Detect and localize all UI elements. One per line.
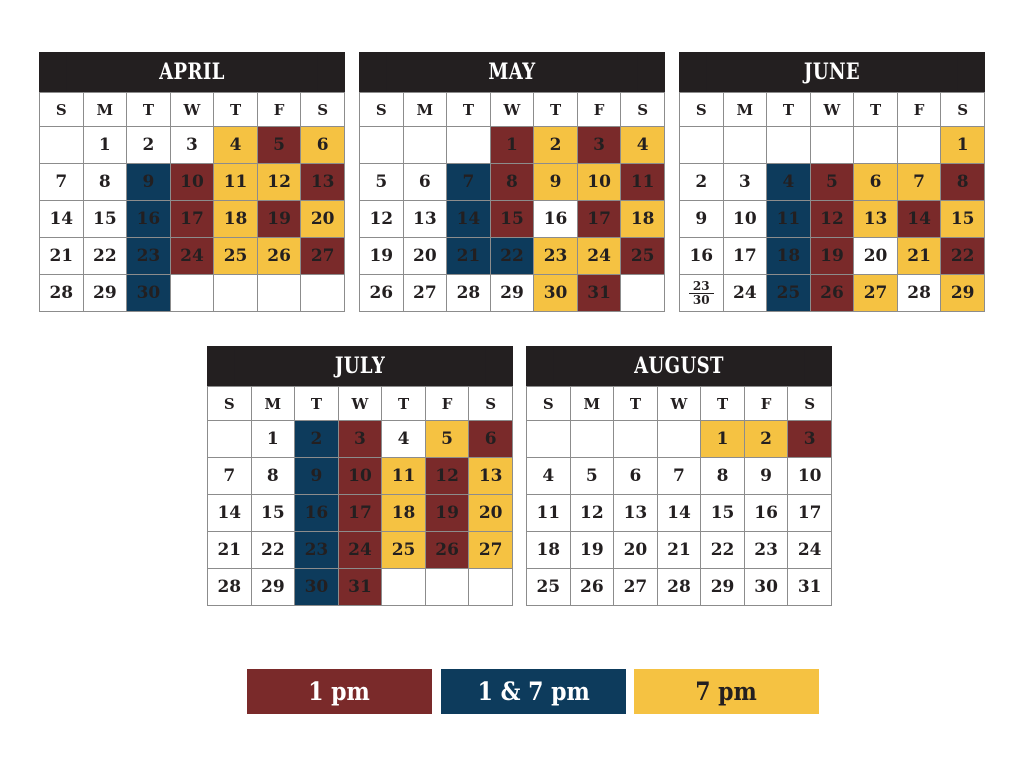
week-row — [208, 458, 513, 495]
day-cell: 27 — [469, 532, 513, 569]
day-cell: 17 — [577, 201, 621, 238]
day-cell: 19 — [360, 238, 404, 275]
day-cell: 2 — [680, 164, 724, 201]
day-cell: 25 — [621, 238, 665, 275]
day-cell: 8 — [490, 164, 534, 201]
day-cell: 16 — [127, 201, 171, 238]
day-cell: 20 — [403, 238, 447, 275]
week-row — [360, 275, 665, 312]
day-cell — [810, 127, 854, 164]
day-cell: 20 — [614, 532, 658, 569]
day-cell: 31 — [788, 569, 832, 606]
week-row — [208, 495, 513, 532]
day-cell: 27 — [301, 238, 345, 275]
day-cell: 28 — [447, 275, 491, 312]
day-cell: 11 — [621, 164, 665, 201]
month-header — [679, 52, 985, 92]
weekday-header: M — [403, 93, 447, 127]
week-row — [680, 127, 985, 164]
month-title: AUGUST — [554, 346, 805, 386]
weekday-header: F — [744, 387, 788, 421]
day-cell: 30 — [127, 275, 171, 312]
day-cell: 26 — [570, 569, 614, 606]
day-cell: 5 — [257, 127, 301, 164]
day-cell: 2 — [744, 421, 788, 458]
day-cell — [447, 127, 491, 164]
day-cell: 24 — [338, 532, 382, 569]
week-row — [40, 127, 345, 164]
day-cell: 11 — [527, 495, 571, 532]
week-row — [527, 569, 832, 606]
day-cell: 16 — [744, 495, 788, 532]
day-cell: 25 — [382, 532, 426, 569]
weekday-header: T — [534, 93, 578, 127]
day-cell: 22 — [83, 238, 127, 275]
day-cell: 6 — [301, 127, 345, 164]
day-cell: 29 — [490, 275, 534, 312]
month-title: JUNE — [707, 52, 958, 92]
day-cell: 21 — [897, 238, 941, 275]
day-cell: 2 — [127, 127, 171, 164]
day-cell: 22 — [251, 532, 295, 569]
day-cell — [723, 127, 767, 164]
day-cell: 13 — [469, 458, 513, 495]
day-cell — [897, 127, 941, 164]
weekday-header: S — [680, 93, 724, 127]
month-header — [526, 346, 832, 386]
day-cell: 14 — [447, 201, 491, 238]
day-cell: 24 — [788, 532, 832, 569]
day-cell: 9 — [127, 164, 171, 201]
day-cell: 12 — [425, 458, 469, 495]
weekday-header: W — [810, 93, 854, 127]
weekday-header: T — [382, 387, 426, 421]
day-cell: 2 — [295, 421, 339, 458]
day-cell: 12 — [360, 201, 404, 238]
day-cell: 1 — [83, 127, 127, 164]
day-cell: 4 — [621, 127, 665, 164]
day-cell: 15 — [83, 201, 127, 238]
month-header — [359, 52, 665, 92]
weekday-header: S — [40, 93, 84, 127]
day-cell — [425, 569, 469, 606]
day-cell: 1 — [490, 127, 534, 164]
weekday-header: W — [657, 387, 701, 421]
weekday-header: T — [701, 387, 745, 421]
day-cell: 12 — [570, 495, 614, 532]
day-cell: 21 — [40, 238, 84, 275]
month-april — [39, 52, 345, 312]
day-cell: 27 — [854, 275, 898, 312]
weekday-header: T — [447, 93, 491, 127]
day-cell: 7 — [40, 164, 84, 201]
day-cell: 4 — [527, 458, 571, 495]
week-row — [360, 238, 665, 275]
day-cell: 19 — [570, 532, 614, 569]
day-cell: 29 — [251, 569, 295, 606]
legend-label: 1 pm — [308, 677, 371, 706]
week-row — [527, 458, 832, 495]
day-cell: 9 — [295, 458, 339, 495]
day-cell: 3 — [723, 164, 767, 201]
day-cell: 28 — [897, 275, 941, 312]
day-cell: 19 — [425, 495, 469, 532]
day-cell — [208, 421, 252, 458]
day-cell — [614, 421, 658, 458]
day-cell: 23 — [744, 532, 788, 569]
week-row — [208, 569, 513, 606]
day-cell: 9 — [680, 201, 724, 238]
day-cell: 27 — [614, 569, 658, 606]
day-cell: 10 — [788, 458, 832, 495]
day-cell: 12 — [257, 164, 301, 201]
day-cell: 25 — [767, 275, 811, 312]
weekday-header: F — [577, 93, 621, 127]
week-row — [40, 201, 345, 238]
day-cell: 26 — [810, 275, 854, 312]
day-cell: 30 — [744, 569, 788, 606]
day-cell: 16 — [680, 238, 724, 275]
legend-label: 1 & 7 pm — [477, 677, 590, 706]
month-august — [526, 346, 832, 606]
day-cell: 20 — [301, 201, 345, 238]
day-cell: 14 — [40, 201, 84, 238]
day-cell: 3 — [170, 127, 214, 164]
day-cell — [527, 421, 571, 458]
month-table — [207, 386, 513, 606]
day-cell: 8 — [941, 164, 985, 201]
month-table — [359, 92, 665, 312]
month-table — [679, 92, 985, 312]
day-cell: 17 — [788, 495, 832, 532]
day-cell: 8 — [701, 458, 745, 495]
day-cell: 22 — [941, 238, 985, 275]
day-cell: 29 — [83, 275, 127, 312]
weekday-header: M — [251, 387, 295, 421]
month-title: JULY — [235, 346, 486, 386]
day-cell: 25 — [527, 569, 571, 606]
day-cell: 4 — [767, 164, 811, 201]
day-cell: 4 — [214, 127, 258, 164]
weekday-header: M — [570, 387, 614, 421]
weekday-header: S — [621, 93, 665, 127]
day-cell: 23 — [534, 238, 578, 275]
day-cell: 27 — [403, 275, 447, 312]
day-cell: 19 — [810, 238, 854, 275]
day-cell — [680, 275, 724, 312]
day-cell: 3 — [338, 421, 382, 458]
day-cell: 8 — [251, 458, 295, 495]
weekday-header: S — [788, 387, 832, 421]
day-cell: 11 — [382, 458, 426, 495]
month-header — [207, 346, 513, 386]
month-july — [207, 346, 513, 606]
legend-1-and-7pm — [441, 669, 626, 714]
week-row — [527, 495, 832, 532]
week-row — [40, 275, 345, 312]
day-cell: 11 — [767, 201, 811, 238]
weekday-header: M — [83, 93, 127, 127]
day-cell — [40, 127, 84, 164]
day-cell — [170, 275, 214, 312]
day-cell: 31 — [338, 569, 382, 606]
day-cell: 16 — [295, 495, 339, 532]
day-cell: 13 — [301, 164, 345, 201]
week-row — [208, 532, 513, 569]
day-cell: 15 — [941, 201, 985, 238]
day-cell: 24 — [577, 238, 621, 275]
weekday-header: T — [767, 93, 811, 127]
week-row — [680, 201, 985, 238]
day-cell: 21 — [208, 532, 252, 569]
day-cell: 2 — [534, 127, 578, 164]
day-cell: 13 — [403, 201, 447, 238]
day-cell: 23 — [295, 532, 339, 569]
weekday-header: S — [527, 387, 571, 421]
day-cell: 20 — [854, 238, 898, 275]
day-cell: 18 — [621, 201, 665, 238]
week-row — [40, 238, 345, 275]
weekday-header: W — [338, 387, 382, 421]
day-cell — [301, 275, 345, 312]
week-row — [360, 164, 665, 201]
day-cell: 12 — [810, 201, 854, 238]
legend-label: 7 pm — [695, 677, 758, 706]
day-cell: 18 — [767, 238, 811, 275]
day-cell: 18 — [382, 495, 426, 532]
day-cell: 16 — [534, 201, 578, 238]
day-cell: 24 — [723, 275, 767, 312]
weekday-header: S — [469, 387, 513, 421]
day-cell — [680, 127, 724, 164]
weekday-header: S — [360, 93, 404, 127]
day-cell: 10 — [338, 458, 382, 495]
weekday-header: W — [170, 93, 214, 127]
day-cell: 21 — [657, 532, 701, 569]
week-row — [208, 421, 513, 458]
day-cell: 7 — [447, 164, 491, 201]
day-cell: 17 — [338, 495, 382, 532]
day-cell — [854, 127, 898, 164]
day-cell: 23 — [127, 238, 171, 275]
weekday-header: S — [208, 387, 252, 421]
day-cell: 19 — [257, 201, 301, 238]
month-may — [359, 52, 665, 312]
day-cell: 1 — [251, 421, 295, 458]
weekday-header: S — [941, 93, 985, 127]
day-cell — [403, 127, 447, 164]
day-cell: 1 — [701, 421, 745, 458]
week-row — [40, 164, 345, 201]
day-cell — [382, 569, 426, 606]
month-table — [39, 92, 345, 312]
day-cell: 20 — [469, 495, 513, 532]
day-cell: 5 — [810, 164, 854, 201]
month-june — [679, 52, 985, 312]
weekday-header: F — [425, 387, 469, 421]
day-cell: 7 — [657, 458, 701, 495]
day-cell: 18 — [214, 201, 258, 238]
day-cell: 26 — [257, 238, 301, 275]
day-cell: 30 — [534, 275, 578, 312]
day-cell — [767, 127, 811, 164]
day-cell: 9 — [744, 458, 788, 495]
day-cell: 8 — [83, 164, 127, 201]
day-cell: 29 — [941, 275, 985, 312]
week-row — [527, 421, 832, 458]
day-cell: 6 — [854, 164, 898, 201]
day-cell: 10 — [577, 164, 621, 201]
day-cell: 26 — [425, 532, 469, 569]
legend-1pm — [247, 669, 432, 714]
month-table — [526, 386, 832, 606]
day-cell — [469, 569, 513, 606]
month-title: APRIL — [67, 52, 318, 92]
day-cell: 28 — [657, 569, 701, 606]
day-cell: 1 — [941, 127, 985, 164]
day-cell: 3 — [788, 421, 832, 458]
day-cell — [257, 275, 301, 312]
day-cell: 28 — [208, 569, 252, 606]
day-cell: 13 — [854, 201, 898, 238]
week-row — [360, 127, 665, 164]
day-cell: 21 — [447, 238, 491, 275]
day-cell: 3 — [577, 127, 621, 164]
day-cell: 7 — [208, 458, 252, 495]
weekday-header: S — [301, 93, 345, 127]
day-cell: 15 — [701, 495, 745, 532]
day-cell: 14 — [657, 495, 701, 532]
weekday-header: T — [214, 93, 258, 127]
day-cell: 4 — [382, 421, 426, 458]
week-row — [527, 532, 832, 569]
day-cell: 11 — [214, 164, 258, 201]
day-cell — [621, 275, 665, 312]
day-cell: 5 — [360, 164, 404, 201]
day-cell — [657, 421, 701, 458]
day-cell: 9 — [534, 164, 578, 201]
weekday-header: M — [723, 93, 767, 127]
day-cell: 22 — [490, 238, 534, 275]
day-cell: 10 — [723, 201, 767, 238]
weekday-header: T — [127, 93, 171, 127]
day-cell: 6 — [403, 164, 447, 201]
day-cell: 15 — [490, 201, 534, 238]
day-cell: 13 — [614, 495, 658, 532]
weekday-header: T — [295, 387, 339, 421]
day-cell — [214, 275, 258, 312]
week-row — [680, 164, 985, 201]
day-cell: 25 — [214, 238, 258, 275]
day-cell: 10 — [170, 164, 214, 201]
day-cell: 6 — [614, 458, 658, 495]
legend-7pm — [634, 669, 819, 714]
weekday-header: W — [490, 93, 534, 127]
day-cell — [360, 127, 404, 164]
day-cell — [570, 421, 614, 458]
weekday-header: T — [854, 93, 898, 127]
day-cell: 29 — [701, 569, 745, 606]
day-cell: 22 — [701, 532, 745, 569]
day-cell: 17 — [723, 238, 767, 275]
week-row — [680, 275, 985, 312]
weekday-header: F — [257, 93, 301, 127]
week-row — [360, 201, 665, 238]
day-cell: 5 — [425, 421, 469, 458]
day-cell: 31 — [577, 275, 621, 312]
day-cell: 30 — [295, 569, 339, 606]
month-header — [39, 52, 345, 92]
month-title: MAY — [387, 52, 638, 92]
day-cell: 17 — [170, 201, 214, 238]
day-cell: 24 — [170, 238, 214, 275]
day-cell: 18 — [527, 532, 571, 569]
weekday-header: F — [897, 93, 941, 127]
day-cell: 6 — [469, 421, 513, 458]
day-cell: 14 — [897, 201, 941, 238]
day-cell: 26 — [360, 275, 404, 312]
split-day-bottom: 30 — [692, 292, 710, 307]
split-day-top: 23 — [689, 280, 714, 294]
day-cell: 15 — [251, 495, 295, 532]
day-cell: 5 — [570, 458, 614, 495]
weekday-header: T — [614, 387, 658, 421]
week-row — [680, 238, 985, 275]
split-day — [680, 275, 723, 311]
day-cell: 28 — [40, 275, 84, 312]
day-cell: 14 — [208, 495, 252, 532]
day-cell: 7 — [897, 164, 941, 201]
